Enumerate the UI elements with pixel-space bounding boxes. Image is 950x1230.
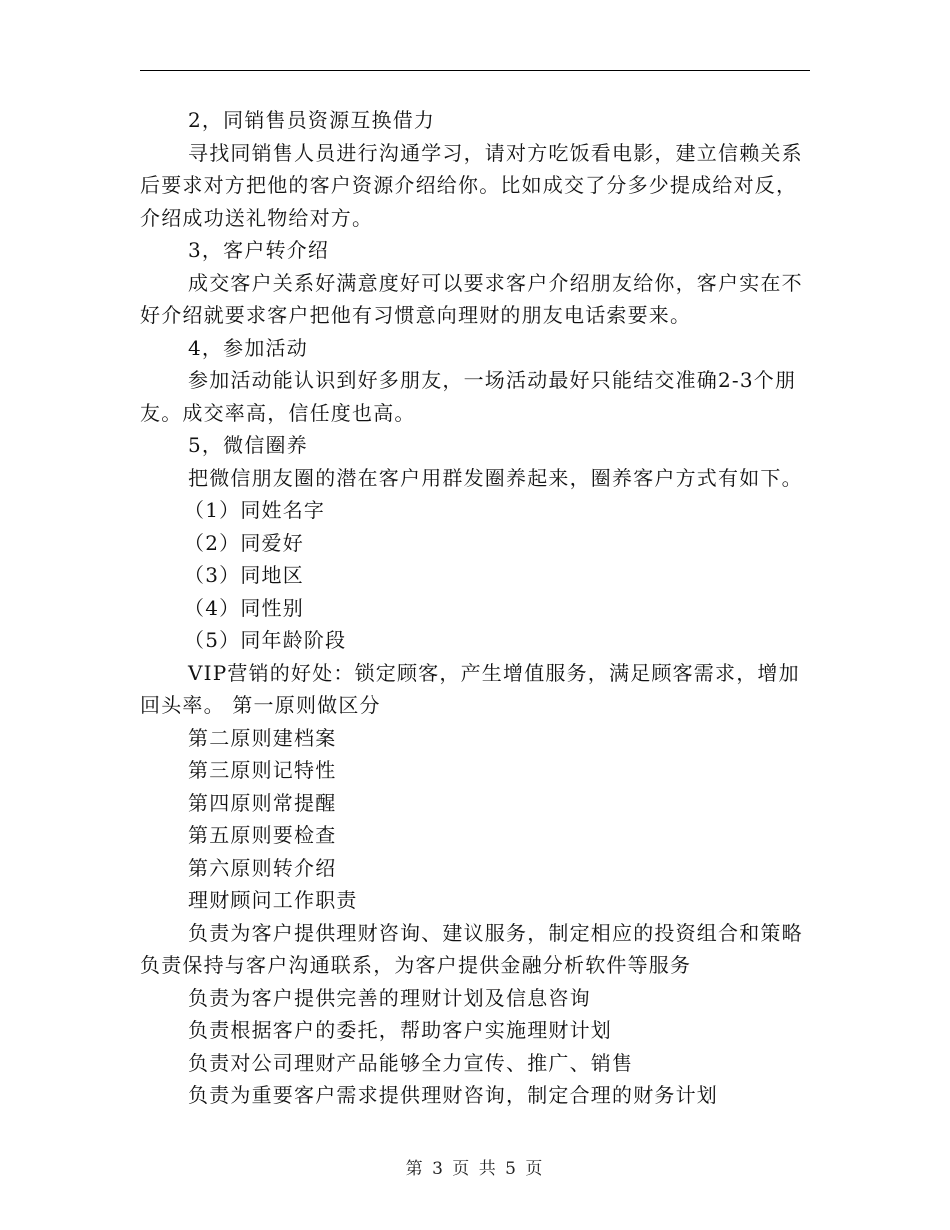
section-heading: 4，参加活动 xyxy=(188,335,308,360)
duty-line: 负责为客户提供完善的理财计划及信息咨询 xyxy=(188,985,591,1010)
duty-line: 负责对公司理财产品能够全力宣传、推广、销售 xyxy=(188,1050,634,1075)
list-item: （2）同爱好 xyxy=(184,530,304,555)
duty-line: 负责为重要客户需求提供理财咨询，制定合理的财务计划 xyxy=(188,1083,718,1107)
section-heading: 3，客户转介绍 xyxy=(188,238,330,262)
principle-line: 第二原则建档案 xyxy=(188,725,337,750)
list-item: （5）同年龄阶段 xyxy=(184,628,347,652)
principle-line: 第三原则记特性 xyxy=(188,758,337,782)
section-heading: 2，同销售员资源互换借力 xyxy=(188,108,436,132)
principle-line: 第六原则转介绍 xyxy=(188,855,337,880)
duty-line: 负责根据客户的委托，帮助客户实施理财计划 xyxy=(188,1018,612,1042)
list-item: （3）同地区 xyxy=(184,563,304,587)
page-number-footer: 第 3 页 共 5 页 xyxy=(405,1159,545,1179)
section-heading: 5，微信圈养 xyxy=(188,433,308,457)
body-paragraph: VIP营销的好处：锁定顾客，产生增值服务，满足顾客需求，增加回头率。 第一原则做区分 xyxy=(140,660,800,717)
body-paragraph: 参加活动能认识到好多朋友，一场活动最好只能结交准确2-3个朋友。成交率高，信任度也高。 xyxy=(140,368,797,425)
body-paragraph: 成交客户关系好满意度好可以要求客户介绍朋友给你，客户实在不好介绍就要求客户把他有习惯意向理财的朋友电话索要来。 xyxy=(140,270,803,327)
principle-line: 第四原则常提醒 xyxy=(188,790,337,815)
body-paragraph: 把微信朋友圈的潜在客户用群发圈养起来，圈养客户方式有如下。 xyxy=(188,465,803,490)
body-paragraph: 寻找同销售人员进行沟通学习，请对方吃饭看电影，建立信赖关系后要求对方把他的客户资源介绍给你。比如成交了分多少提成给对反，介绍成功送礼物给对方。 xyxy=(140,140,803,230)
header-rule xyxy=(140,70,810,71)
section-heading: 理财顾问工作职责 xyxy=(188,888,358,912)
list-item: （4）同性别 xyxy=(184,595,304,620)
duty-line: 负责为客户提供理财咨询、建议服务，制定相应的投资组合和策略 负责保持与客户沟通联系，为客户提供金融分析软件等服务 xyxy=(140,920,811,977)
document-body xyxy=(140,104,812,1112)
principle-line: 第五原则要检查 xyxy=(188,823,337,847)
list-item: （1）同姓名字 xyxy=(184,498,326,522)
